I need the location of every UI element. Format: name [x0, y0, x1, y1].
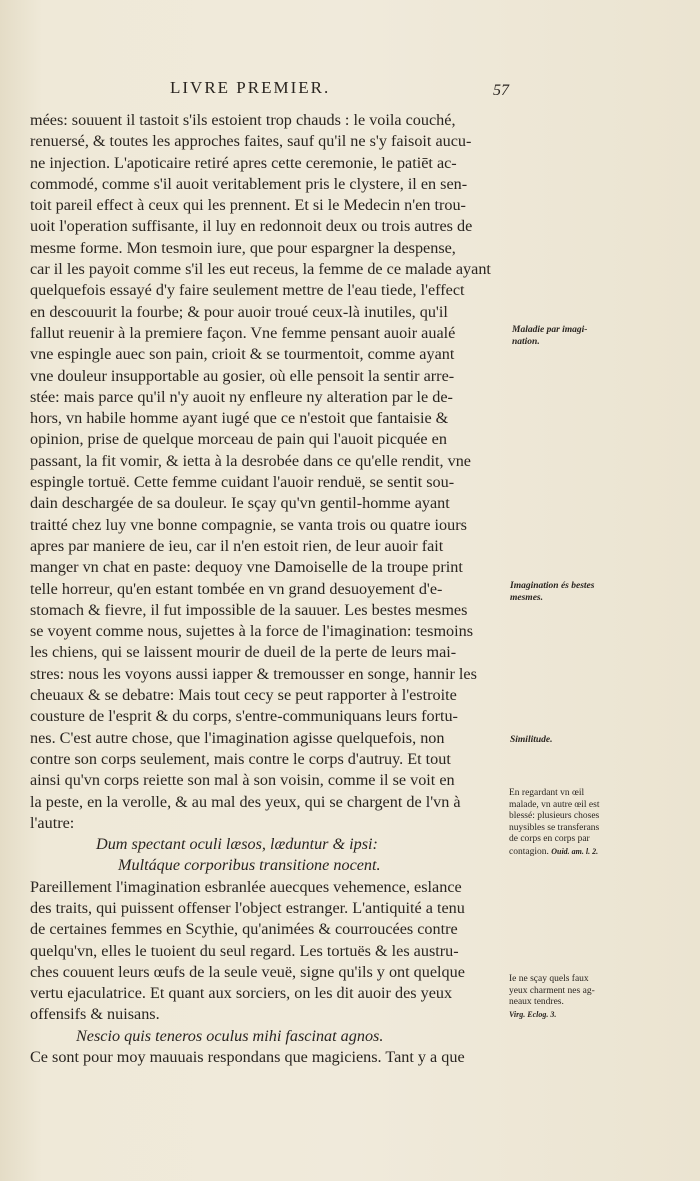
margin-note-line: nuysibles se transferans [509, 822, 600, 833]
margin-note-similitude [510, 734, 650, 746]
margin-note-translation-1 [509, 788, 659, 858]
text-line: dain deschargée de sa douleur. Ie sçay qu'vn gentil-homme ayant [30, 494, 450, 513]
text-line: opinion, prise de quelque morceau de pain qui l'auoit picquée en [30, 430, 447, 449]
text-line: uoit l'operation suffisante, il luy en redonnoit deux ou trois autres de [30, 217, 473, 236]
text-line: hors, vn habile homme ayant iugé que ce n'estoit que fantaisie & [30, 409, 449, 428]
margin-note-animals [510, 580, 670, 604]
text-line: Pareillement l'imagination esbranlée auecques vehemence, eslance [30, 877, 462, 896]
margin-note-line: mesmes. [510, 593, 543, 603]
text-line: offensifs & nuisans. [30, 1005, 160, 1024]
text-line: manger vn chat en paste: dequoy vne Damoiselle de la troupe print [30, 558, 463, 577]
text-line: stée: mais parce qu'il n'y auoit ny enfleure ny alteration par le de- [30, 387, 453, 406]
margin-note-line: nation. [512, 337, 540, 347]
text-line: toit pareil effect à ceux qui les prennent. Et si le Medecin n'en trou- [30, 196, 466, 215]
text-line: stomach & fievre, il fut impossible de la sauuer. Les bestes mesmes [30, 600, 468, 619]
text-line: ainsi qu'vn corps reiette son mal à son voisin, comme il se voit en [30, 771, 455, 790]
text-line: ches couuent leurs œufs de la seule veuë, signe qu'ils y ont quelque [30, 962, 465, 981]
text-line: mées: souuent il tastoit s'ils estoient trop chauds : le voila couché, [30, 111, 456, 129]
margin-citation: Ouid. am. l. 2. [551, 846, 599, 856]
text-line: vne douleur insupportable au gosier, où elle pensoit la sentir arre- [30, 366, 455, 385]
text-line: car il les payoit comme s'il les eut receus, la femme de ce malade ayant [30, 260, 491, 279]
running-head: LIVRE PREMIER. [170, 78, 331, 97]
text-line: quelqu'vn, elles le tuoient du seul regard. Les tortuës & les austru- [30, 941, 459, 960]
text-line: commodé, comme s'il auoit veritablement pris le clystere, il en sen- [30, 174, 468, 193]
latin-verse: Dum spectant oculi læsos, læduntur & ipsi: [96, 835, 378, 854]
margin-note-line: neaux tendres. [509, 997, 564, 1007]
latin-verse: Multáque corporibus transitione nocent. [118, 856, 381, 875]
margin-citation: Virg. Eclog. 3. [509, 1009, 557, 1019]
text-line: l'autre: [30, 813, 75, 832]
text-line: ne injection. L'apoticaire retiré apres cette ceremonie, le patiēt ac- [30, 153, 457, 172]
margin-note-imagination [512, 324, 662, 348]
margin-note-line: En regardant vn œil [509, 788, 585, 798]
text-line: Ce sont pour moy mauuais respondans que magiciens. Tant y a que [30, 1048, 465, 1067]
main-text-block [30, 110, 508, 1068]
text-line: la peste, en la verolle, & au mal des yeux, qui se chargent de l'vn à [30, 792, 461, 811]
text-line: quelquefois essayé d'y faire seulement mettre de l'eau tiede, l'effect [30, 281, 465, 300]
text-line: en descouurit la fourbe; & pour auoir troué ceux-là inutiles, qu'il [30, 302, 448, 321]
margin-note-line: Similitude. [510, 735, 553, 745]
text-line: espingle tortuë. Cette femme cuidant l'auoir renduë, se sentit sou- [30, 473, 455, 492]
margin-note-line: yeux charment nes ag- [509, 985, 595, 996]
text-line: cheuaux & se debatre: Mais tout cecy se peut rapporter à l'estroite [30, 686, 457, 705]
text-line: les chiens, qui se laissent mourir de dueil de la perte de leurs mai- [30, 643, 457, 662]
text-line: vne espingle auec son pain, crioit & se tourmentoit, comme ayant [30, 345, 455, 364]
page-number: 57 [493, 82, 509, 99]
margin-note-line: malade, vn autre œil est [509, 799, 600, 810]
margin-note-line: de corps en corps par [509, 834, 590, 844]
text-line: se voyent comme nous, sujettes à la force de l'imagination: tesmoins [30, 622, 474, 641]
text-line: stres: nous les voyons aussi iapper & tremousser en songe, hannir les [30, 664, 477, 683]
text-line: apres par maniere de ieu, car il n'en estoit rien, de leur auoir fait [30, 536, 444, 555]
margin-note-line: Ie ne sçay quels faux [509, 974, 589, 984]
text-line: mesme forme. Mon tesmoin iure, que pour espargner la despense, [30, 238, 456, 257]
latin-verse: Nescio quis teneros oculus mihi fascinat agnos. [76, 1026, 384, 1045]
text-line: des traits, qui puissent offenser l'object estranger. L'antiquité a tenu [30, 898, 465, 917]
text-line: de certaines femmes en Scythie, qu'animées & courroucées contre [30, 920, 458, 939]
margin-note-line: Maladie par imagi- [512, 325, 588, 335]
margin-note-line: blessé: plusieurs choses [509, 811, 600, 821]
text-line: traitté chez luy vne bonne compagnie, se vanta trois ou quatre iours [30, 515, 467, 534]
margin-note-line: contagion. [509, 846, 549, 857]
text-line: cousture de l'esprit & du corps, s'entre-communiquans leurs fortu- [30, 707, 458, 726]
text-line: nes. C'est autre chose, que l'imagination agisse quelquefois, non [30, 728, 445, 747]
text-line: fallut reuenir à la premiere façon. Vne femme pensant auoir aualé [30, 323, 456, 342]
text-line: telle horreur, qu'en estant tombée en vn grand desuoyement d'e- [30, 579, 443, 598]
text-line: contre son corps seulement, mais contre le corps d'autruy. Et tout [30, 749, 451, 768]
text-line: passant, la fit vomir, & ietta à la desrobée dans ce qu'elle rendit, vne [30, 451, 471, 470]
margin-note-translation-2 [509, 974, 659, 1021]
text-line: renuersé, & toutes les approches faites, sauf qu'il ne s'y faisoit aucu- [30, 132, 472, 151]
margin-note-line: Imagination és bestes [510, 581, 595, 591]
text-line: vertu ejaculatrice. Et quant aux sorciers, on les dit auoir des yeux [30, 984, 453, 1003]
